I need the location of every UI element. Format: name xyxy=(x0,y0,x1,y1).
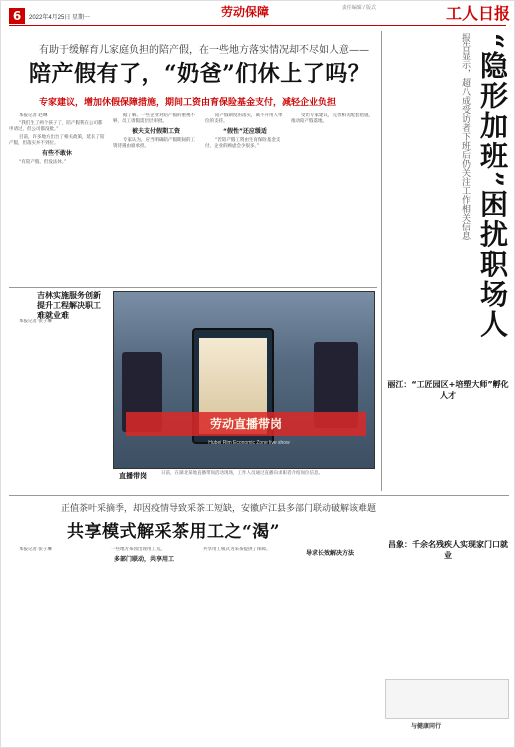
photo-sign: 劳动直播带岗 xyxy=(126,412,366,436)
section-divider xyxy=(9,495,509,496)
page-number: 6 xyxy=(9,8,25,24)
main-col-1 xyxy=(9,113,105,283)
byline: 本报记者 赵琳 xyxy=(19,113,48,118)
bottom-col-4 xyxy=(285,547,375,743)
section-title: 劳动保障 xyxy=(221,5,270,19)
masthead-meta: 责任编辑 / 版式 xyxy=(341,5,376,11)
right-story3-headline: 昌象：千余名残疾人实现家门口就业 xyxy=(388,540,508,560)
paragraph: 共享用工模式为采茶提供了保障。 xyxy=(203,547,271,552)
photo-english-text: Hubei Rim Economic Zone live show xyxy=(208,440,290,446)
paragraph: “我们生了两个孩子了，陪产假我在公司都申请过，但公司都没批。” xyxy=(9,121,103,132)
main-col-4 xyxy=(291,113,377,283)
photo-caption-label: 直播带岗 xyxy=(119,472,147,480)
paragraph: “有陪产假，但没法休。” xyxy=(19,160,67,165)
bottom-kicker: 正值茶叶采摘季，却因疫情导致采茶工短缺，安徽庐江县多部门联动破解该难题 xyxy=(61,504,377,514)
subhead: “假性”还应缓适 xyxy=(223,128,267,135)
mid-col xyxy=(9,319,107,489)
right-headline: “隐形加班”困扰职场人 xyxy=(476,33,509,340)
main-col-2 xyxy=(113,113,199,283)
paragraph: “若陪产假工资由生育保险基金支付，企业的顾虑会少很多。” xyxy=(205,138,281,149)
bottom-col-3 xyxy=(193,547,279,743)
byline: 本报记者 张子琳 xyxy=(19,547,52,552)
paragraph: 陪产假制度的落实，离不开用人单位的支持。 xyxy=(205,113,283,124)
bottom-col-2 xyxy=(101,547,187,743)
sketch-label: 与健康同行 xyxy=(411,723,442,730)
paragraph: 专家认为，应当明确陪产假期间的工资待遇由谁承担。 xyxy=(113,138,195,149)
main-kicker: 有助于缓解育儿家庭负担的陪产假，在一些地方落实情况却不尽如人意—— xyxy=(39,45,369,56)
mid-headline: 吉林实施服务创新提升工程解决职工难就业难 xyxy=(37,291,101,320)
subhead: 被夫支付假期工资 xyxy=(131,128,180,135)
subhead: 有些不敢休 xyxy=(41,150,72,157)
main-subhead: 专家建议，增加休假保障措施，期间工资由育保险基金支付，减轻企业负担 xyxy=(39,98,337,108)
page-date: 2022年4月25日 星期一 xyxy=(29,14,91,21)
bottom-headline: 共享模式解采茶用工之“渴” xyxy=(67,522,281,542)
news-photo xyxy=(113,291,375,469)
column-divider xyxy=(381,31,382,491)
subhead: 多部门联动，共享用工 xyxy=(113,556,174,563)
right-story2-headline: 丽江：“工匠园区+培塑大师”孵化人才 xyxy=(387,380,509,400)
masthead: 工人日报 xyxy=(445,4,510,23)
paragraph: 目前，许多地方出台了相关政策，延长了陪产假，但落实并不到位。 xyxy=(9,135,105,146)
sketch-image xyxy=(385,679,509,719)
bottom-col-1 xyxy=(9,547,95,743)
right-kicker: 报告显示，超八成受访者下班后仍关注工作相关信息 xyxy=(460,33,470,240)
section-divider xyxy=(9,287,377,288)
main-headline: 陪产假有了，“奶爸”们休上了吗？ xyxy=(29,61,371,87)
paragraph: 受访专家建议，完善相关配套措施，推动陪产假落地。 xyxy=(291,113,373,124)
photo-caption: 日前，在湖北某地直播带岗活动现场，工作人员通过直播向求职者介绍岗位信息。 xyxy=(161,471,323,476)
subhead: 导求长效解决方法 xyxy=(305,550,354,557)
paragraph: 据了解，一些企业对陪产假的重视不够，员工请假需层层审批。 xyxy=(113,113,195,124)
paragraph: 本报记者 张子琳 xyxy=(19,319,52,324)
main-col-3 xyxy=(205,113,285,283)
paragraph: 一些地方茶园出现用工荒。 xyxy=(111,547,165,552)
header-rule xyxy=(9,25,506,26)
